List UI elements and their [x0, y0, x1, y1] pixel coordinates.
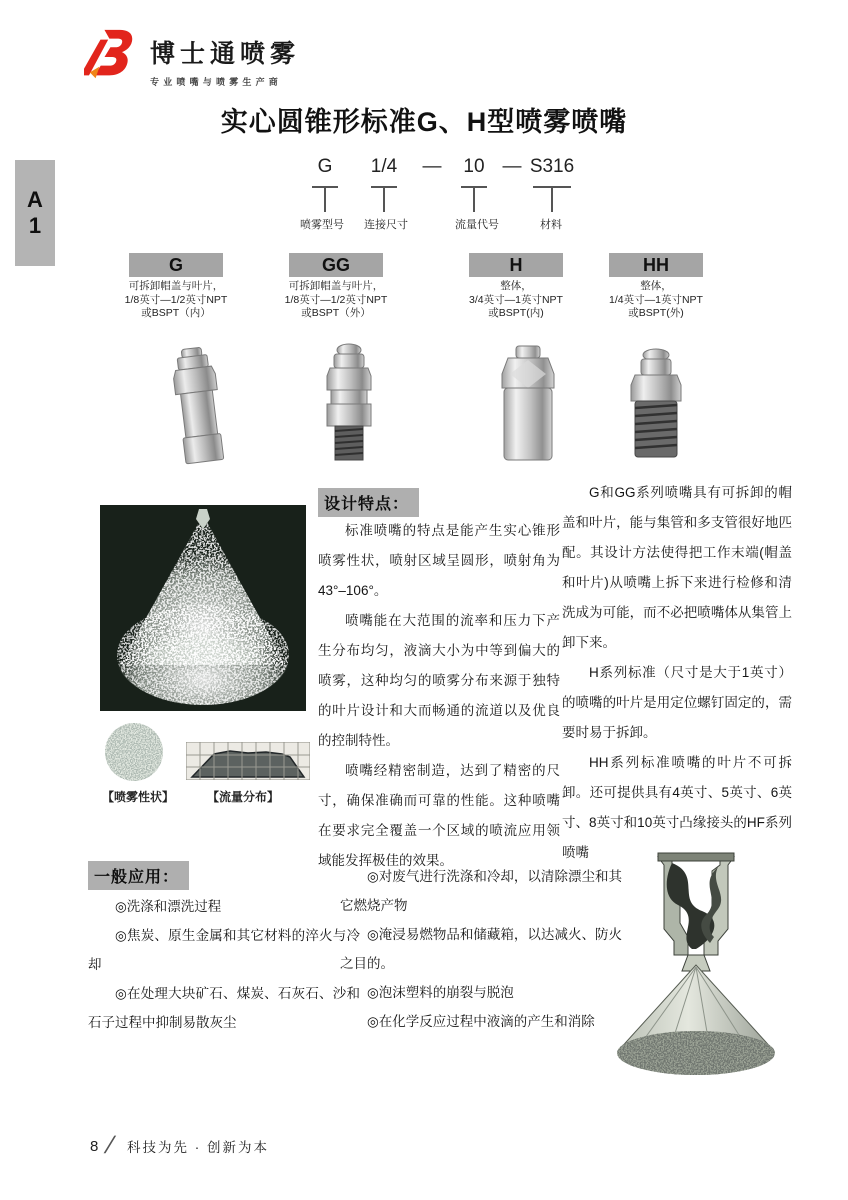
code-label-size: 连接尺寸: [364, 219, 408, 231]
connector-line: [461, 186, 487, 212]
paragraph: 喷嘴经精密制造，达到了精密的尺寸，确保准确而可靠的性能。这种喷嘴在要求完全覆盖一个区域的喷流应用领域能发挥极佳的效果。: [318, 763, 560, 868]
code-label-material: 材料: [540, 219, 562, 231]
paragraph: 喷嘴能在大范围的流率和压力下产生分布均匀，液滴大小为中等到偏大的喷雾，这种均匀的喷雾分布来源于独特的叶片设计和大而畅通的流道以及优良的控制特性。: [318, 613, 560, 748]
type-desc-line: 整体，: [500, 280, 532, 292]
paragraph: HH系列标准喷嘴的叶片不可拆卸。还可提供具有4英寸、5英寸、6英寸、8英寸和10英寸凸缘接头的HF系列喷嘴: [562, 755, 792, 860]
product-type-h: [441, 253, 591, 321]
product-type-g: [101, 253, 251, 321]
design-features-text: [318, 516, 560, 876]
connector-line: [371, 186, 397, 212]
code-part-model: G: [317, 156, 333, 177]
type-desc-line: 可拆卸帽盖与叶片，: [128, 280, 224, 292]
footer-divider: /: [104, 1132, 115, 1159]
nozzle-photo-gg: [305, 342, 393, 466]
application-item: ◎洗涤和漂洗过程: [115, 899, 222, 914]
ordering-code-diagram: [280, 156, 610, 236]
spray-pattern-figure: [104, 722, 164, 782]
type-code-badge: HH: [609, 253, 703, 277]
connector-line: [533, 186, 571, 212]
flow-distribution-caption: 【流量分布】: [207, 790, 280, 804]
type-desc-line: 或BSPT(外): [628, 307, 684, 319]
type-desc-line: 或BSPT（外）: [301, 307, 371, 319]
spray-pattern-caption: 【喷雾性状】: [102, 790, 175, 804]
brand-logo: [84, 26, 300, 88]
type-desc-line: 或BSPT（内）: [141, 307, 211, 319]
code-label-model: 喷雾型号: [300, 219, 344, 231]
brand-logo-icon: [84, 26, 142, 86]
code-dash: —: [502, 156, 522, 177]
type-desc-line: 1/8英寸—1/2英寸NPT: [284, 293, 388, 306]
code-part-material: S316: [529, 156, 575, 177]
product-type-gg: [261, 253, 411, 321]
type-desc-line: 1/4英寸—1英寸NPT: [609, 293, 703, 306]
nozzle-cutaway-illustration: [606, 845, 794, 1085]
page-footer: [90, 1132, 269, 1160]
connector-line: [312, 186, 338, 212]
application-item: ◎泡沫塑料的崩裂与脱泡: [367, 985, 514, 1000]
section-tab-letter: A: [27, 187, 43, 212]
paragraph: G和GG系列喷嘴具有可拆卸的帽盖和叶片，能与集管和多支管很好地匹配。其设计方法使得把工作末端(帽盖和叶片)从喷嘴上拆下来进行检修和清洗成为可能，而不必把喷嘴体从集管上卸下来。: [562, 485, 792, 650]
type-code-badge: GG: [289, 253, 383, 277]
page-number: 8: [90, 1137, 99, 1155]
design-features-heading: 设计特点：: [318, 488, 419, 517]
application-item: ◎淹浸易燃物品和储藏箱，以达减火、防火之目的。: [340, 927, 622, 971]
application-item: ◎在处理大块矿石、煤炭、石灰石、沙和石子过程中抑制易散灰尘: [88, 986, 360, 1030]
application-item: ◎对废气进行洗涤和冷却，以清除漂尘和其它燃烧产物: [340, 869, 622, 913]
application-item: ◎在化学反应过程中液滴的产生和消除: [367, 1014, 595, 1029]
flow-distribution-figure: [186, 742, 310, 780]
nozzle-photo-hh: [613, 347, 699, 463]
type-code-badge: G: [129, 253, 223, 277]
brand-tagline: 专业喷嘴与喷雾生产商: [150, 77, 283, 87]
page-title: 实心圆锥形标准G、H型喷雾喷嘴: [220, 107, 628, 137]
applications-heading: 一般应用：: [88, 861, 189, 890]
section-tab-number: 1: [28, 213, 42, 238]
type-desc-line: 3/4英寸—1英寸NPT: [469, 293, 563, 306]
paragraph: H系列标准（尺寸是大于1英寸）的喷嘴的叶片是用定位螺钉固定的，需要时易于拆卸。: [562, 665, 792, 740]
applications-col1: [88, 892, 360, 1037]
paragraph: 标准喷嘴的特点是能产生实心锥形喷雾性状，喷射区域呈圆形，喷射角为43°–106°。: [318, 523, 560, 598]
product-type-hh: [581, 253, 731, 321]
series-notes-text: [562, 478, 792, 868]
spray-pattern-photo: [100, 505, 306, 711]
nozzle-photo-h: [488, 344, 568, 464]
type-desc-line: 可拆卸帽盖与叶片，: [288, 280, 384, 292]
type-desc-line: 整体，: [640, 280, 672, 292]
applications-col2: [340, 862, 622, 1036]
code-dash: —: [422, 156, 442, 177]
type-desc-line: 或BSPT(内): [488, 307, 544, 319]
code-part-flow: 10: [463, 156, 485, 177]
code-part-size: 1/4: [370, 156, 398, 177]
nozzle-photo-g: [145, 341, 251, 469]
application-item: ◎焦炭、原生金属和其它材料的淬火与冷却: [88, 928, 360, 972]
section-tab-a1: [15, 160, 55, 266]
type-code-badge: H: [469, 253, 563, 277]
footer-slogan: 科技为先 · 创新为本: [127, 1140, 270, 1155]
brand-name: 博士通喷雾: [150, 40, 301, 68]
code-label-flow: 流量代号: [455, 219, 499, 231]
type-desc-line: 1/8英寸—1/2英寸NPT: [124, 293, 228, 306]
